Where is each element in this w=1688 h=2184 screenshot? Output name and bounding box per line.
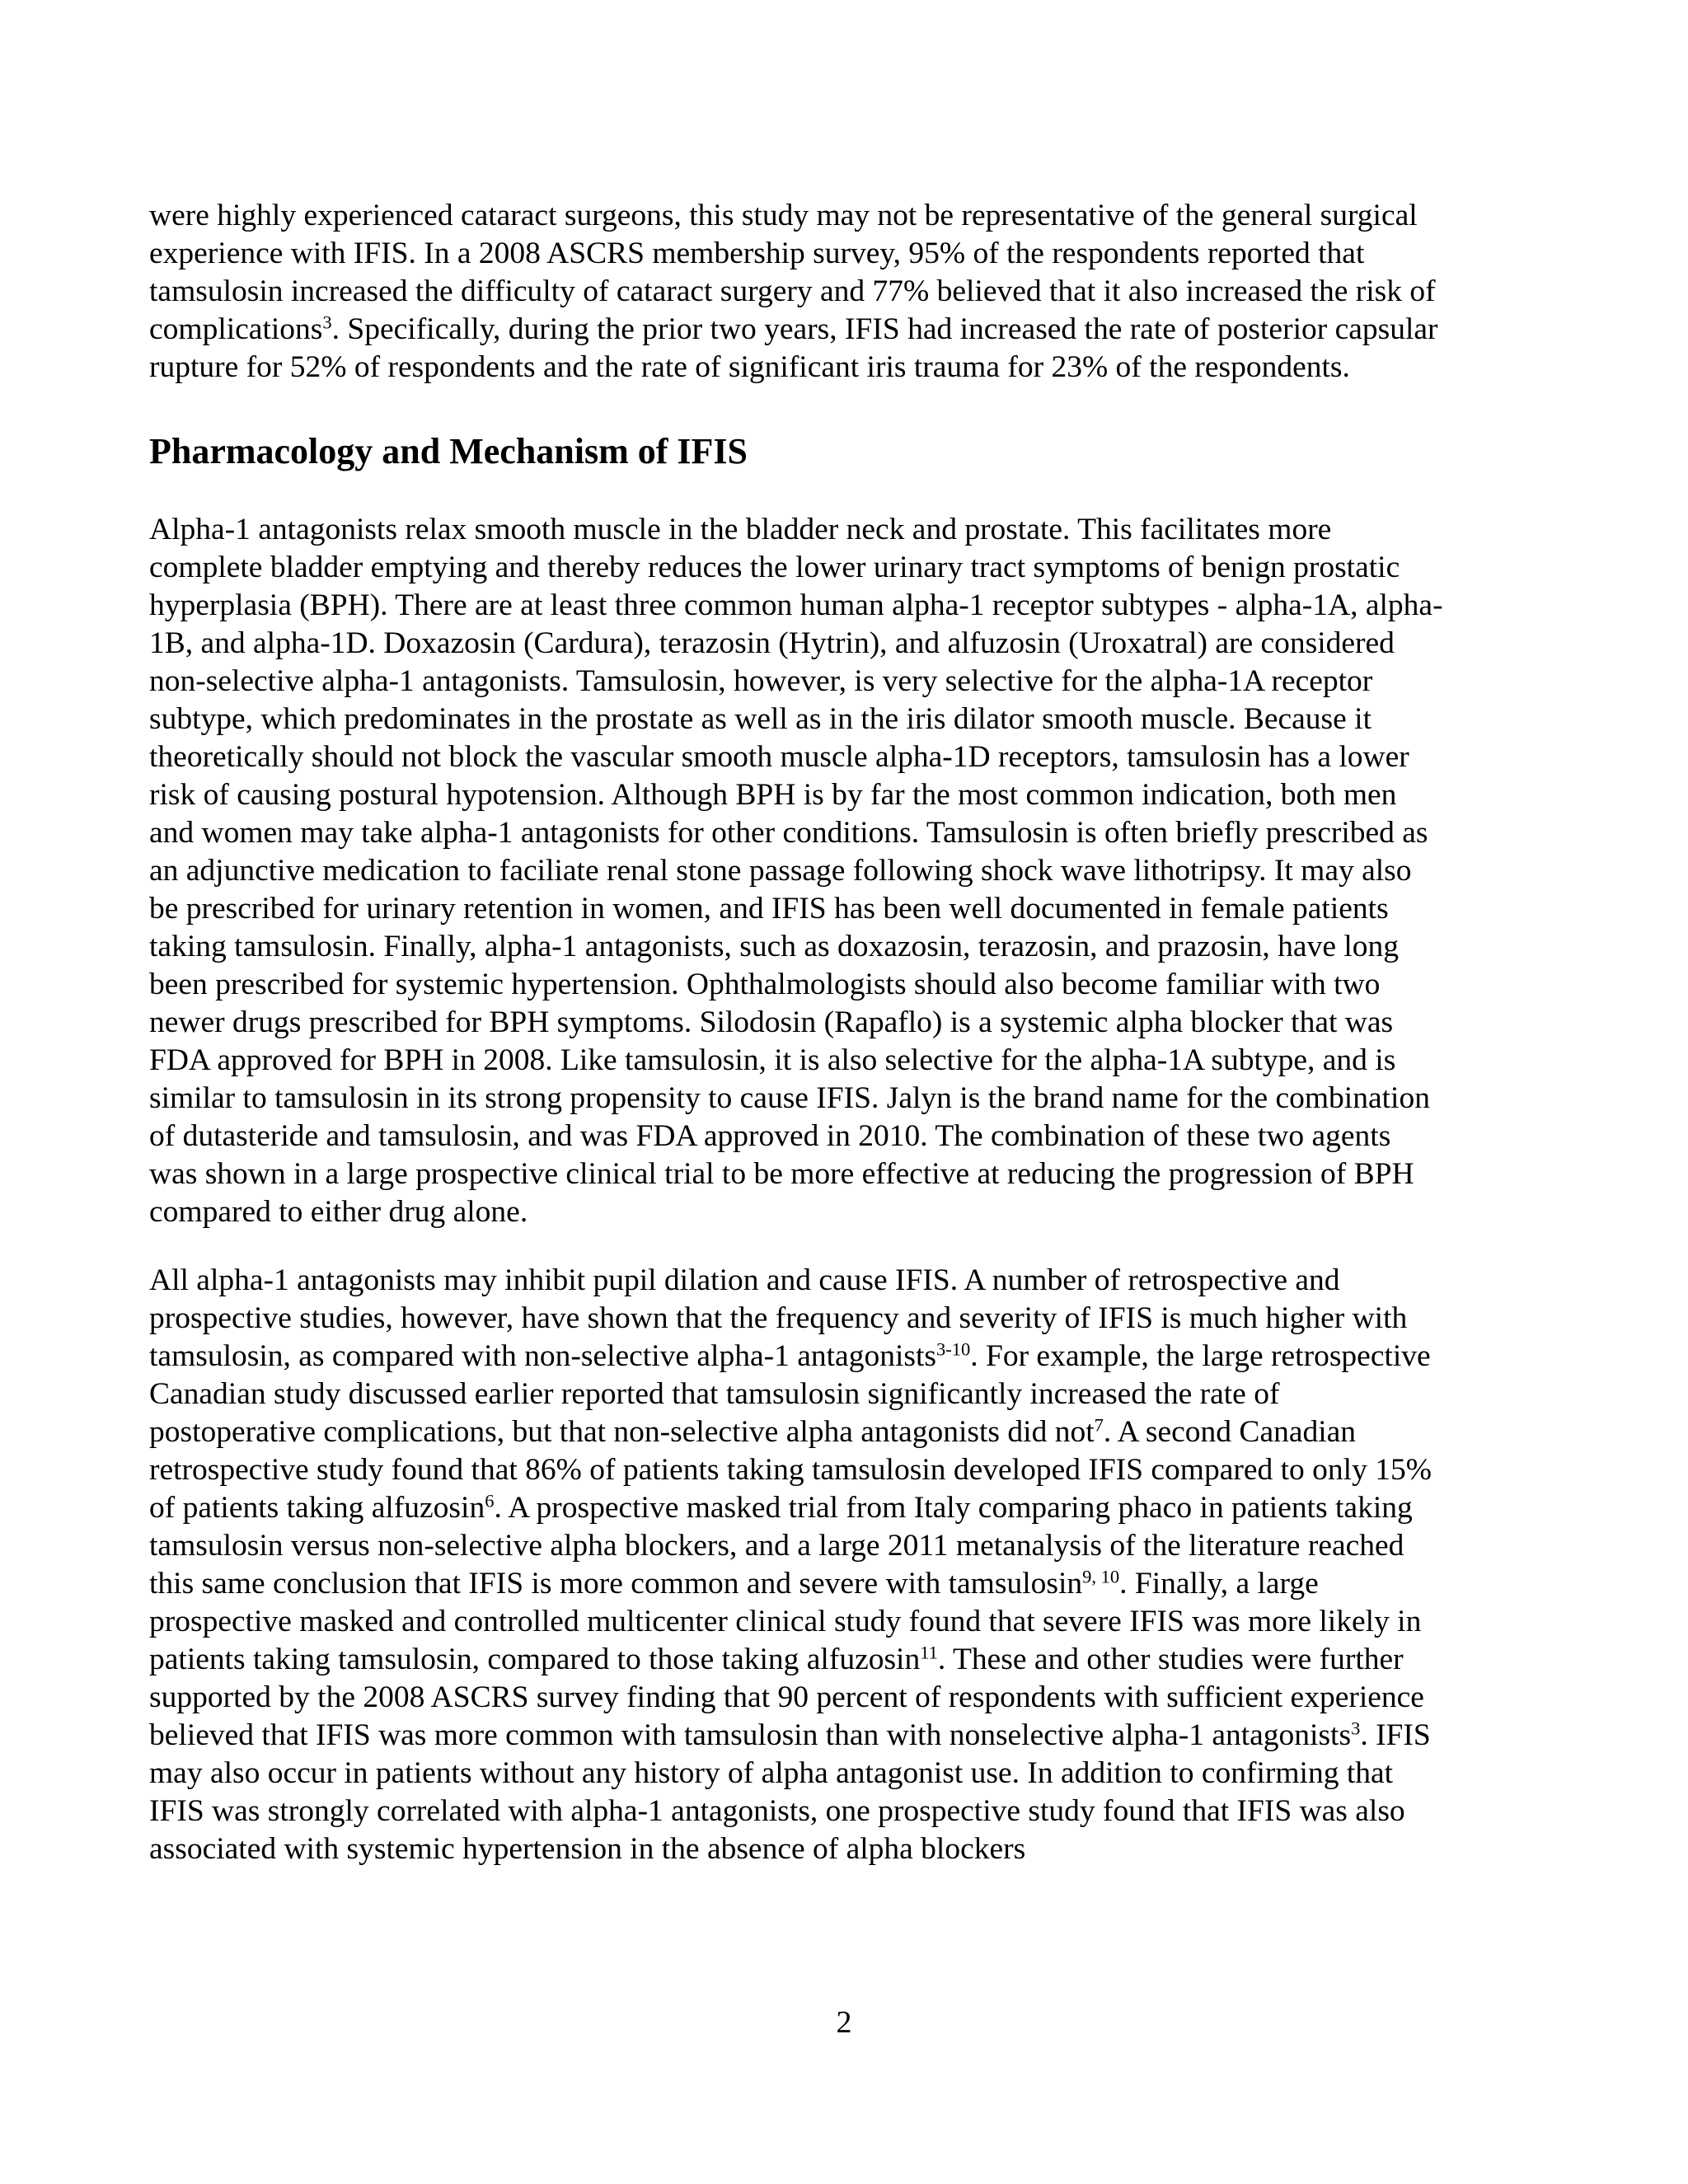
text-run: patients taking tamsulosin, compared to those taking alfuzosin [149,1643,921,1676]
text-line [149,1679,1567,1717]
text-run: risk of causing postural hypotension. Although BPH is by far the most common indication, both men [149,778,1397,812]
text-run: associated with systemic hypertension in the absence of alpha blockers [149,1832,1026,1866]
text-line [149,701,1567,738]
text-line [149,1413,1567,1451]
citation-superscript: 3 [322,312,332,333]
citation-superscript: 11 [920,1642,938,1663]
text-run: complete bladder emptying and thereby reduces the lower urinary tract symptoms of benign prostatic [149,551,1400,584]
text-line [149,511,1567,549]
text-run: . Specifically, during the prior two years, IFIS had increased the rate of posterior capsular [331,312,1438,346]
text-run: were highly experienced cataract surgeons, this study may not be representative of the general surgical [149,199,1418,232]
text-run: newer drugs prescribed for BPH symptoms. Silodosin (Rapaflo) is a systemic alpha blocker that was [149,1005,1394,1039]
text-run: taking tamsulosin. Finally, alpha-1 antagonists, such as doxazosin, terazosin, and prazosin, have long [149,930,1400,963]
text-line [149,738,1567,776]
text-line [149,1451,1567,1489]
text-run: compared to either drug alone. [149,1195,528,1229]
text-run: Alpha-1 antagonists relax smooth muscle in the bladder neck and prostate. This facilitates more [149,513,1332,546]
text-line [149,1376,1567,1413]
text-run: may also occur in patients without any history of alpha antagonist use. In addition to confirming that [149,1756,1394,1790]
text-line [149,852,1567,890]
text-run: prospective studies, however, have shown that the frequency and severity of IFIS is much higher with [149,1301,1408,1335]
text-line [149,1193,1567,1231]
paragraph-pharmacology [149,511,1567,1231]
text-line [149,311,1567,349]
citation-superscript: 3 [1351,1718,1361,1739]
text-run: FDA approved for BPH in 2008. Like tamsulosin, it is also selective for the alpha-1A subtype, and is [149,1043,1396,1077]
text-run: Canadian study discussed earlier reported that tamsulosin significantly increased the rate of [149,1377,1280,1411]
text-line [149,1118,1567,1155]
text-line [149,1603,1567,1641]
text-run: hyperplasia (BPH). There are at least three common human alpha-1 receptor subtypes - alpha-1A, alpha- [149,588,1443,622]
text-run: . These and other studies were further [937,1643,1404,1676]
text-line [149,890,1567,928]
text-run: was shown in a large prospective clinical trial to be more effective at reducing the progression of BPH [149,1157,1414,1191]
text-run: believed that IFIS was more common with tamsulosin than with nonselective alpha-1 antagonists [149,1718,1352,1752]
text-line [149,1755,1567,1793]
text-line [149,928,1567,966]
text-line [149,1155,1567,1193]
text-run: supported by the 2008 ASCRS survey finding that 90 percent of respondents with sufficient experience [149,1680,1424,1714]
text-run: tamsulosin, as compared with non-selective alpha-1 antagonists [149,1339,936,1373]
text-run: . Finally, a large [1119,1567,1319,1601]
text-line [149,1080,1567,1118]
text-line [149,1793,1567,1830]
text-line [149,549,1567,587]
text-line [149,349,1567,387]
text-line [149,1830,1567,1868]
text-line [149,1489,1567,1527]
text-line [149,1338,1567,1376]
text-run: subtype, which predominates in the prostate as well as in the iris dilator smooth muscle. Because it [149,702,1372,736]
section-heading: Pharmacology and Mechanism of IFIS [149,431,748,471]
text-run: All alpha-1 antagonists may inhibit pupil dilation and cause IFIS. A number of retrospective and [149,1263,1340,1297]
text-line [149,814,1567,852]
citation-superscript: 6 [485,1490,495,1511]
text-run: . For example, the large retrospective [970,1339,1431,1373]
text-run: non-selective alpha-1 antagonists. Tamsulosin, however, is very selective for the alpha-1A receptor [149,664,1373,698]
citation-superscript: 7 [1094,1414,1104,1436]
text-run: retrospective study found that 86% of patients taking tamsulosin developed IFIS compared to only 15% [149,1453,1432,1487]
text-run: of patients taking alfuzosin [149,1491,485,1525]
text-line [149,1262,1567,1300]
text-line [149,1004,1567,1042]
text-run: tamsulosin increased the difficulty of cataract surgery and 77% believed that it also increased the risk of [149,274,1436,308]
text-line [149,197,1567,235]
text-run: an adjunctive medication to faciliate renal stone passage following shock wave lithotripsy. It may also [149,854,1412,888]
text-run: prospective masked and controlled multicenter clinical study found that severe IFIS was more likely in [149,1605,1422,1638]
paragraph-ifis [149,1262,1567,1868]
text-run: IFIS was strongly correlated with alpha-1 antagonists, one prospective study found that IFIS was also [149,1794,1405,1828]
text-line [149,587,1567,625]
text-run: been prescribed for systemic hypertension. Ophthalmologists should also become familiar with two [149,968,1381,1001]
text-line [149,1300,1567,1338]
text-line [149,625,1567,663]
text-line [149,273,1567,311]
citation-superscript: 9, 10 [1082,1566,1120,1587]
text-run: . A prospective masked trial from Italy comparing phaco in patients taking [494,1491,1413,1525]
text-run: 1B, and alpha-1D. Doxazosin (Cardura), terazosin (Hytrin), and alfuzosin (Uroxatral) are considered [149,626,1395,660]
text-line [149,1527,1567,1565]
text-run: this same conclusion that IFIS is more common and severe with tamsulosin [149,1567,1083,1601]
text-run: . A second Canadian [1103,1415,1357,1449]
text-run: be prescribed for urinary retention in women, and IFIS has been well documented in female patients [149,892,1389,926]
text-line [149,235,1567,273]
text-run: theoretically should not block the vascular smooth muscle alpha-1D receptors, tamsulosin has a lower [149,740,1409,774]
text-line [149,1717,1567,1755]
text-run: experience with IFIS. In a 2008 ASCRS membership survey, 95% of the respondents reported that [149,237,1365,270]
text-run: of dutasteride and tamsulosin, and was FDA approved in 2010. The combination of these two agents [149,1119,1391,1153]
citation-superscript: 3-10 [935,1338,971,1360]
text-line [149,966,1567,1004]
text-run: and women may take alpha-1 antagonists for other conditions. Tamsulosin is often briefly prescribed as [149,816,1428,850]
text-run: rupture for 52% of respondents and the rate of significant iris trauma for 23% of the respondents. [149,350,1350,384]
text-run: . IFIS [1360,1718,1431,1752]
text-line [149,776,1567,814]
text-line [149,663,1567,701]
text-run: similar to tamsulosin in its strong propensity to cause IFIS. Jalyn is the brand name for the combination [149,1081,1430,1115]
text-line [149,1565,1567,1603]
text-run: tamsulosin versus non-selective alpha blockers, and a large 2011 metanalysis of the literature reached [149,1529,1404,1563]
paragraph-intro [149,197,1567,387]
text-line [149,1042,1567,1080]
text-run: complications [149,312,323,346]
text-line [149,1641,1567,1679]
text-run: postoperative complications, but that non-selective alpha antagonists did not [149,1415,1095,1449]
page-number: 2 [836,2005,852,2040]
